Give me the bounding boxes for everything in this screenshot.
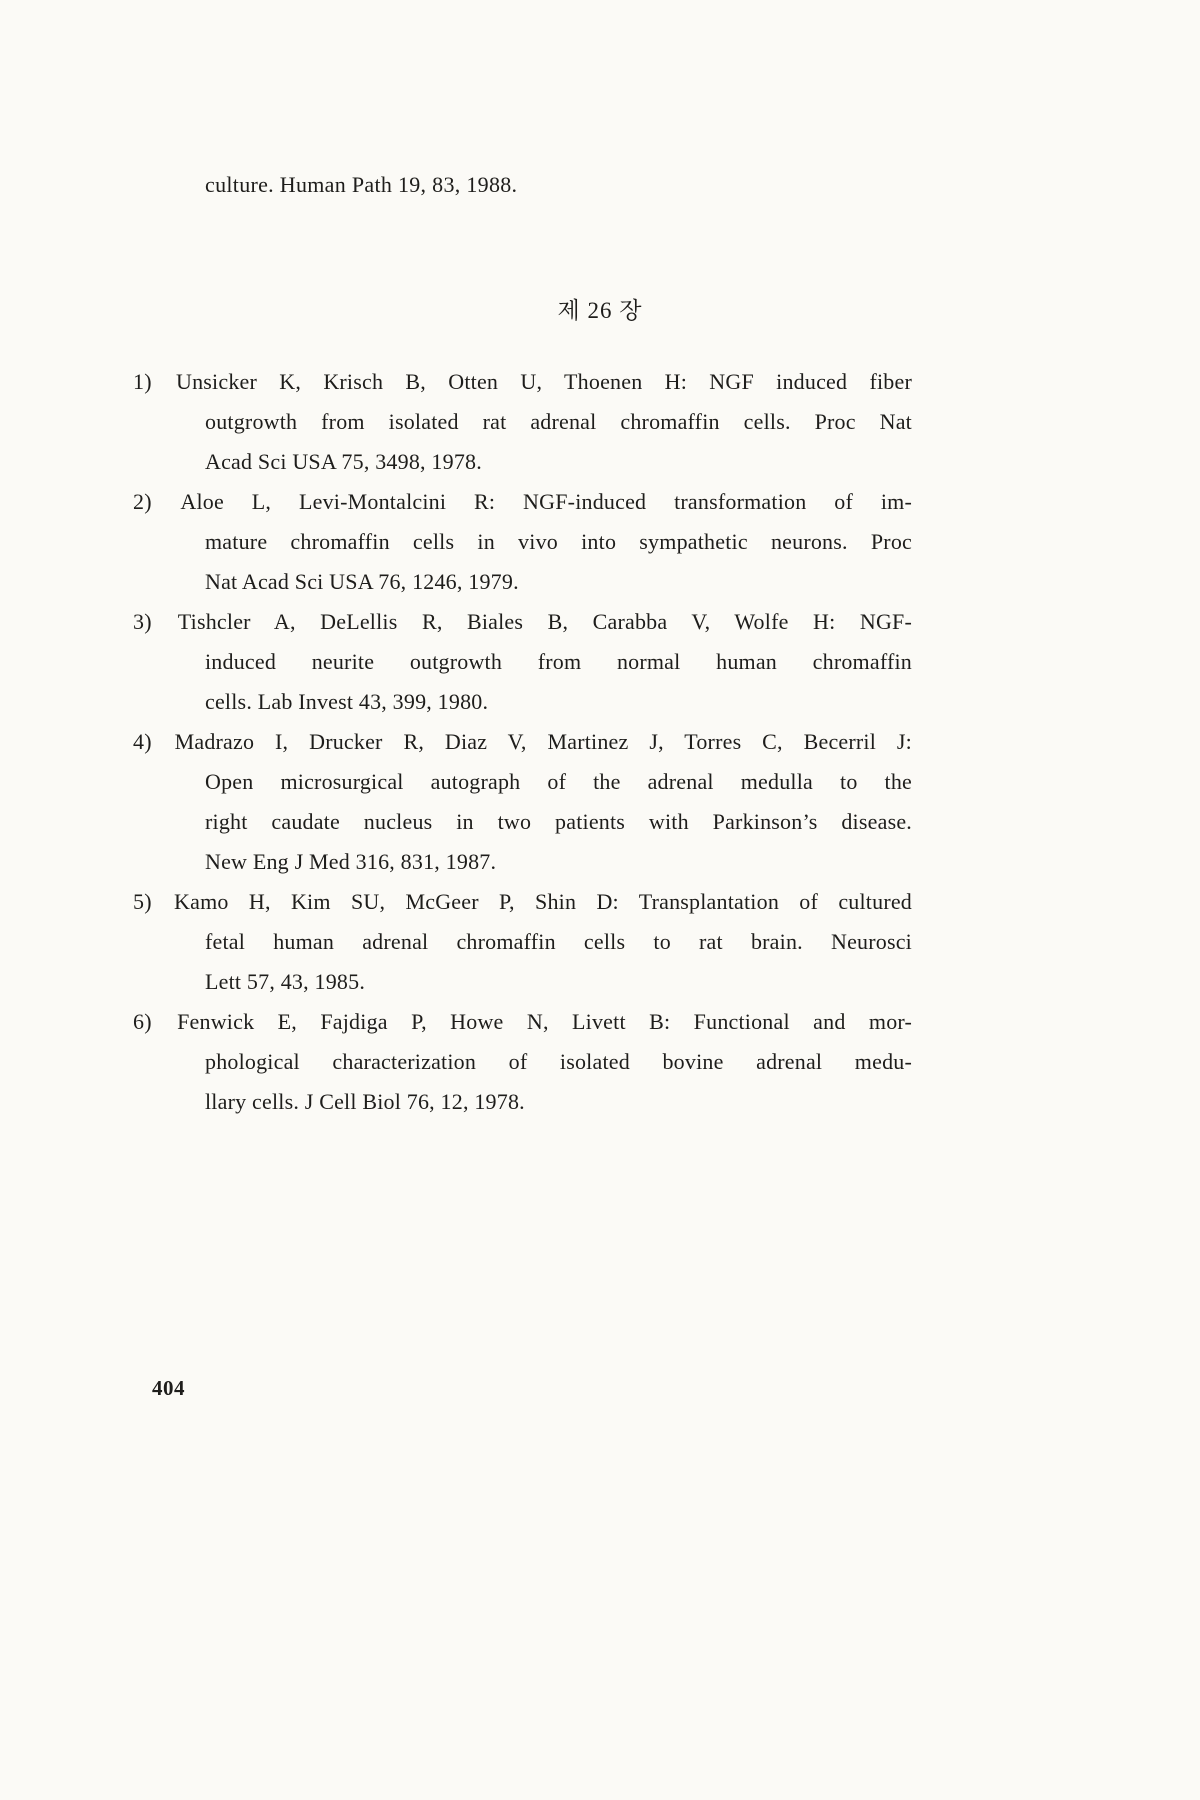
reference-item: [133, 882, 912, 1002]
reference-line: [133, 722, 912, 762]
reference-number: 3): [133, 609, 152, 634]
carryover-reference-text: culture. Human Path 19, 83, 1988.: [205, 172, 518, 197]
reference-line: [133, 602, 912, 642]
chapter-heading: 제 26 장: [557, 298, 643, 323]
reference-line: [133, 482, 912, 522]
reference-line: cells. Lab Invest 43, 399, 1980.: [205, 689, 489, 714]
reference-text: Aloe L, Levi-Montalcini R: NGF-induced transformation of im-: [180, 489, 912, 514]
reference-item: [133, 1002, 912, 1122]
reference-line: New Eng J Med 316, 831, 1987.: [205, 849, 497, 874]
reference-item: [133, 602, 912, 722]
reference-number: 5): [133, 889, 152, 914]
reference-line: [133, 362, 912, 402]
reference-number: 4): [133, 729, 152, 754]
reference-line: outgrowth from isolated rat adrenal chromaffin cells. Proc Nat: [205, 409, 912, 434]
reference-line: induced neurite outgrowth from normal human chromaffin: [205, 649, 912, 674]
reference-line: phological characterization of isolated bovine adrenal medu-: [205, 1049, 912, 1074]
reference-item: [133, 482, 912, 602]
reference-line: Acad Sci USA 75, 3498, 1978.: [205, 449, 482, 474]
reference-item: [133, 362, 912, 482]
reference-line: fetal human adrenal chromaffin cells to rat brain. Neurosci: [205, 929, 912, 954]
reference-line: [133, 1002, 912, 1042]
reference-number: 6): [133, 1009, 152, 1034]
reference-text: Fenwick E, Fajdiga P, Howe N, Livett B: Functional and mor-: [177, 1009, 913, 1034]
reference-text: Madrazo I, Drucker R, Diaz V, Martinez J, Torres C, Becerril J:: [174, 729, 912, 754]
reference-text: Unsicker K, Krisch B, Otten U, Thoenen H: NGF induced fiber: [176, 369, 913, 394]
reference-number: 1): [133, 369, 152, 394]
reference-line: mature chromaffin cells in vivo into sympathetic neurons. Proc: [205, 529, 912, 554]
reference-line: right caudate nucleus in two patients with Parkinson’s disease.: [205, 809, 912, 834]
reference-line: [133, 882, 912, 922]
reference-list: [133, 362, 912, 1122]
reference-number: 2): [133, 489, 152, 514]
page-number: 404: [152, 1376, 185, 1400]
reference-text: Kamo H, Kim SU, McGeer P, Shin D: Transplantation of cultured: [174, 889, 913, 914]
reference-line: Nat Acad Sci USA 76, 1246, 1979.: [205, 569, 519, 594]
reference-line: Open microsurgical autograph of the adrenal medulla to the: [205, 769, 912, 794]
reference-text: Tishcler A, DeLellis R, Biales B, Carabba V, Wolfe H: NGF-: [177, 609, 912, 634]
reference-item: [133, 722, 912, 882]
reference-line: Lett 57, 43, 1985.: [205, 969, 366, 994]
reference-line: llary cells. J Cell Biol 76, 12, 1978.: [205, 1089, 525, 1114]
